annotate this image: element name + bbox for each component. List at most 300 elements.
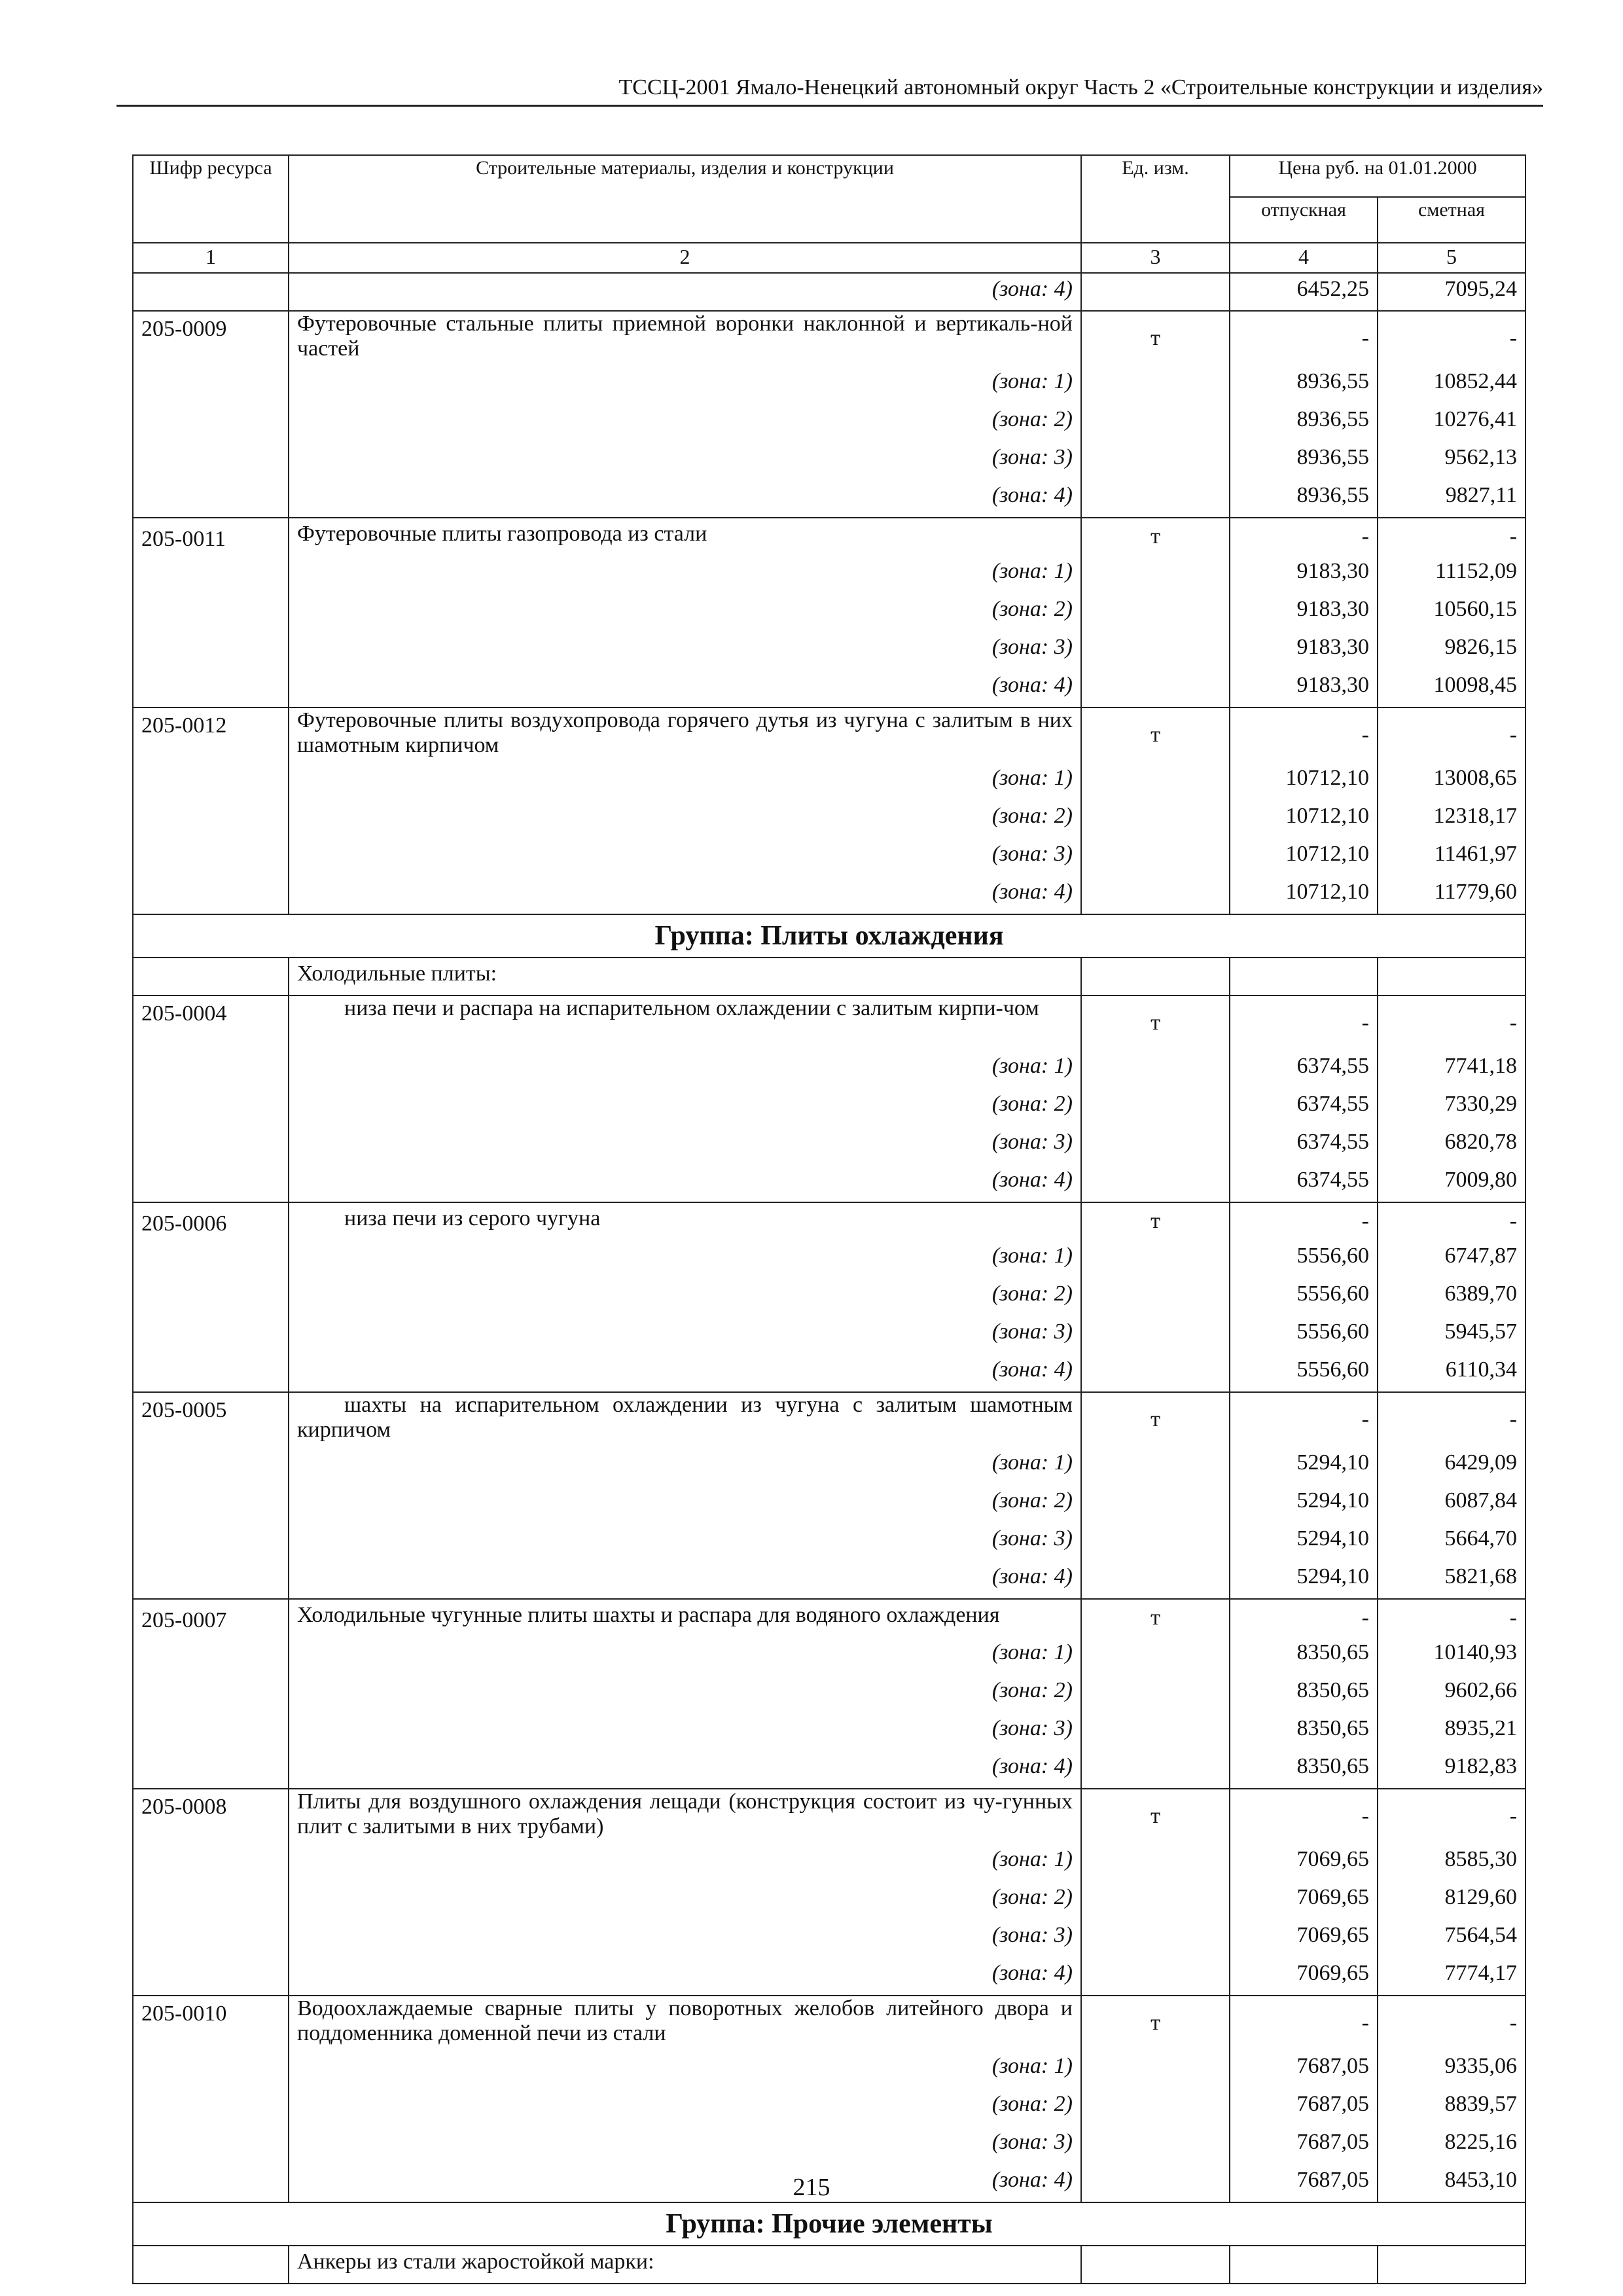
zone-label: (зона: 1) [289,365,1081,403]
zone-row [133,403,1525,441]
estimate-price: 8585,30 [1378,1843,1525,1881]
release-price: 5294,10 [1230,1522,1378,1560]
zone-label: (зона: 1) [289,1446,1081,1484]
resource-code: 205-0011 [133,518,289,555]
code-cell [133,273,289,311]
col-number: 5 [1378,243,1525,273]
estimate-price: 9827,11 [1378,479,1525,518]
item-row [133,1202,1525,1240]
unit-cell: т [1081,1789,1230,1843]
code-cell [133,631,289,669]
code-cell [133,2050,289,2088]
estimate-price: 10560,15 [1378,593,1525,631]
resource-code: 205-0008 [133,1789,289,1843]
header-code: Шифр ресурса [133,155,289,243]
estimate-price: 6747,87 [1378,1240,1525,1278]
zone-label: (зона: 4) [289,1750,1081,1789]
zone-row [133,273,1525,311]
item-description: низа печи и распара на испарительном охлаждении с залитым кирпи-чом [289,996,1081,1050]
unit-cell: т [1081,1392,1230,1446]
unit-cell [1081,1636,1230,1674]
zone-row [133,1316,1525,1354]
unit-cell: т [1081,1996,1230,2050]
unit-cell [1081,669,1230,708]
zone-row [133,1843,1525,1881]
estimate-price: 8225,16 [1378,2126,1525,2164]
estimate-price: 5945,57 [1378,1316,1525,1354]
release-price: 7069,65 [1230,1957,1378,1996]
subgroup-title: Холодильные плиты: [289,958,1081,996]
unit-cell [1081,631,1230,669]
zone-label: (зона: 1) [289,2050,1081,2088]
subgroup-row [133,2246,1525,2284]
item-description: Водоохлаждаемые сварные плиты у поворотных желобов литейного двора и поддоменника доменной печи из стали [289,1996,1081,2050]
release-price: - [1230,518,1378,555]
unit-cell [1081,1354,1230,1392]
estimate-price: 7009,80 [1378,1164,1525,1202]
unit-cell [1081,1050,1230,1088]
code-cell [133,593,289,631]
code-cell [133,1446,289,1484]
code-cell [133,1712,289,1750]
zone-label: (зона: 4) [289,479,1081,518]
release-price: - [1230,1599,1378,1636]
zone-label: (зона: 3) [289,1316,1081,1354]
zone-label: (зона: 1) [289,1050,1081,1088]
zone-row [133,1560,1525,1599]
release-price: 5556,60 [1230,1316,1378,1354]
estimate-price: - [1378,1392,1525,1446]
estimate-price: 8935,21 [1378,1712,1525,1750]
release-price: - [1230,1392,1378,1446]
unit-cell [1081,593,1230,631]
zone-label: (зона: 3) [289,838,1081,876]
zone-row [133,441,1525,479]
unit-cell [1081,1240,1230,1278]
zone-row [133,479,1525,518]
group-row [133,2202,1525,2246]
estimate-price: 7774,17 [1378,1957,1525,1996]
zone-label: (зона: 3) [289,631,1081,669]
zone-label: (зона: 2) [289,2088,1081,2126]
zone-label: (зона: 2) [289,1088,1081,1126]
col-number: 3 [1081,243,1230,273]
zone-label: (зона: 3) [289,1919,1081,1957]
item-description: Плиты для воздушного охлаждения лещади (конструкция состоит из чу-гунных плит с залитыми в них трубами) [289,1789,1081,1843]
zone-row [133,762,1525,800]
zone-label: (зона: 4) [289,669,1081,708]
estimate-price: 11779,60 [1378,876,1525,914]
estimate-price: 8839,57 [1378,2088,1525,2126]
table-body [133,273,1525,2284]
estimate-price: 6389,70 [1378,1278,1525,1316]
item-row [133,1392,1525,1446]
zone-label: (зона: 4) [289,273,1081,311]
estimate-price: - [1378,311,1525,365]
release-price: 9183,30 [1230,631,1378,669]
item-row [133,1996,1525,2050]
table-header [133,155,1525,273]
unit-cell [1081,1164,1230,1202]
col-number: 4 [1230,243,1378,273]
unit-cell: т [1081,518,1230,555]
unit-cell [1081,2246,1230,2284]
unit-cell [1081,441,1230,479]
item-row [133,996,1525,1050]
zone-label: (зона: 3) [289,441,1081,479]
code-cell [133,838,289,876]
item-description: Футеровочные плиты воздухопровода горячего дутья из чугуна с залитым в них шамотным кирпичом [289,708,1081,762]
zone-label: (зона: 2) [289,800,1081,838]
unit-cell [1081,555,1230,593]
release-price: 5294,10 [1230,1484,1378,1522]
code-cell [133,1750,289,1789]
release-price: 8350,65 [1230,1674,1378,1712]
release-price: 7687,05 [1230,2126,1378,2164]
code-cell [133,1088,289,1126]
zone-label: (зона: 1) [289,1636,1081,1674]
unit-cell [1081,1843,1230,1881]
code-cell [133,2246,289,2284]
release-price: 9183,30 [1230,593,1378,631]
resource-code: 205-0005 [133,1392,289,1446]
resource-code: 205-0006 [133,1202,289,1240]
unit-cell [1081,762,1230,800]
code-cell [133,555,289,593]
item-row [133,1599,1525,1636]
code-cell [133,1522,289,1560]
resource-code: 205-0012 [133,708,289,762]
code-cell [133,1240,289,1278]
zone-label: (зона: 4) [289,1164,1081,1202]
resource-code: 205-0007 [133,1599,289,1636]
estimate-price: - [1378,1599,1525,1636]
unit-cell [1081,1919,1230,1957]
zone-label: (зона: 4) [289,1560,1081,1599]
code-cell [133,876,289,914]
unit-cell [1081,1446,1230,1484]
code-cell [133,1050,289,1088]
item-description: Футеровочные плиты газопровода из стали [289,518,1081,555]
item-description: Футеровочные стальные плиты приемной воронки наклонной и вертикаль-ной частей [289,311,1081,365]
unit-cell: т [1081,708,1230,762]
zone-row [133,800,1525,838]
item-description: Холодильные чугунные плиты шахты и распара для водяного охлаждения [289,1599,1081,1636]
page-header [116,71,1543,107]
estimate-price: - [1378,1202,1525,1240]
code-cell [133,1354,289,1392]
zone-label: (зона: 3) [289,1522,1081,1560]
code-cell [133,1560,289,1599]
zone-label: (зона: 1) [289,1843,1081,1881]
unit-cell: т [1081,311,1230,365]
release-price: 5556,60 [1230,1278,1378,1316]
estimate-price: 10098,45 [1378,669,1525,708]
zone-row [133,1278,1525,1316]
release-price [1230,2246,1378,2284]
unit-cell [1081,1957,1230,1996]
zone-row [133,555,1525,593]
release-price: - [1230,708,1378,762]
zone-row [133,631,1525,669]
code-cell [133,365,289,403]
release-price: 9183,30 [1230,555,1378,593]
zone-label: (зона: 1) [289,1240,1081,1278]
zone-row [133,1164,1525,1202]
release-price: 7687,05 [1230,2088,1378,2126]
release-price [1230,958,1378,996]
unit-cell [1081,1881,1230,1919]
zone-row [133,2050,1525,2088]
estimate-price: 6087,84 [1378,1484,1525,1522]
estimate-price: 12318,17 [1378,800,1525,838]
zone-label: (зона: 2) [289,1278,1081,1316]
zone-row [133,1240,1525,1278]
zone-row [133,1088,1525,1126]
unit-cell [1081,365,1230,403]
header-estimate: сметная [1378,197,1525,243]
item-description: низа печи из серого чугуна [289,1202,1081,1240]
unit-cell: т [1081,1202,1230,1240]
unit-cell [1081,1126,1230,1164]
code-cell [133,1843,289,1881]
code-cell [133,1484,289,1522]
price-table [132,154,1526,2284]
release-price: - [1230,1202,1378,1240]
estimate-price: 9335,06 [1378,2050,1525,2088]
resource-code: 205-0010 [133,1996,289,2050]
zone-label: (зона: 4) [289,1354,1081,1392]
zone-label: (зона: 2) [289,1484,1081,1522]
release-price: 10712,10 [1230,838,1378,876]
header-price: Цена руб. на 01.01.2000 [1230,155,1525,197]
unit-cell [1081,1088,1230,1126]
release-price: 5556,60 [1230,1354,1378,1392]
group-row [133,914,1525,958]
unit-cell [1081,403,1230,441]
zone-row [133,1126,1525,1164]
unit-cell [1081,273,1230,311]
estimate-price: 7741,18 [1378,1050,1525,1088]
zone-label: (зона: 4) [289,876,1081,914]
unit-cell [1081,958,1230,996]
zone-row [133,1881,1525,1919]
release-price: 7069,65 [1230,1881,1378,1919]
release-price: 6374,55 [1230,1050,1378,1088]
zone-row [133,838,1525,876]
unit-cell [1081,479,1230,518]
release-price: 8936,55 [1230,365,1378,403]
unit-cell: т [1081,1599,1230,1636]
unit-cell [1081,800,1230,838]
release-price: 7069,65 [1230,1919,1378,1957]
zone-label: (зона: 1) [289,762,1081,800]
release-price: 6374,55 [1230,1088,1378,1126]
estimate-price: - [1378,996,1525,1050]
col-number: 1 [133,243,289,273]
zone-row [133,365,1525,403]
estimate-price: 9562,13 [1378,441,1525,479]
subgroup-row [133,958,1525,996]
zone-row [133,1674,1525,1712]
release-price: - [1230,1996,1378,2050]
header-release: отпускная [1230,197,1378,243]
release-price: 8936,55 [1230,403,1378,441]
zone-row [133,669,1525,708]
item-row [133,1789,1525,1843]
zone-row [133,1446,1525,1484]
estimate-price: 8129,60 [1378,1881,1525,1919]
release-price: 8936,55 [1230,441,1378,479]
resource-code: 205-0009 [133,311,289,365]
col-number: 2 [289,243,1081,273]
zone-row [133,1750,1525,1789]
subgroup-title: Анкеры из стали жаростойкой марки: [289,2246,1081,2284]
group-title: Группа: Прочие элементы [133,2202,1525,2246]
unit-cell [1081,1674,1230,1712]
estimate-price: - [1378,1789,1525,1843]
resource-code: 205-0004 [133,996,289,1050]
code-cell [133,2126,289,2164]
estimate-price: 7095,24 [1378,273,1525,311]
unit-cell [1081,2088,1230,2126]
zone-row [133,1354,1525,1392]
estimate-price: 5821,68 [1378,1560,1525,1599]
unit-cell [1081,1560,1230,1599]
code-cell [133,1674,289,1712]
zone-row [133,593,1525,631]
unit-cell [1081,2126,1230,2164]
release-price: 6374,55 [1230,1164,1378,1202]
estimate-price: 8453,10 [1378,2164,1525,2202]
unit-cell [1081,2050,1230,2088]
unit-cell [1081,1316,1230,1354]
zone-label: (зона: 2) [289,1881,1081,1919]
estimate-price: - [1378,708,1525,762]
estimate-price: 7564,54 [1378,1919,1525,1957]
code-cell [133,2088,289,2126]
estimate-price: 10852,44 [1378,365,1525,403]
code-cell [133,762,289,800]
release-price: 9183,30 [1230,669,1378,708]
code-cell [133,800,289,838]
zone-row [133,1522,1525,1560]
item-row [133,708,1525,762]
estimate-price: 5664,70 [1378,1522,1525,1560]
zone-label: (зона: 1) [289,555,1081,593]
release-price: - [1230,311,1378,365]
unit-cell: т [1081,996,1230,1050]
release-price: 7687,05 [1230,2164,1378,2202]
unit-cell [1081,1484,1230,1522]
estimate-price: 7330,29 [1378,1088,1525,1126]
estimate-price: 11461,97 [1378,838,1525,876]
code-cell [133,1126,289,1164]
estimate-price: 9826,15 [1378,631,1525,669]
release-price: 7069,65 [1230,1843,1378,1881]
estimate-price: 10276,41 [1378,403,1525,441]
unit-cell [1081,1278,1230,1316]
zone-label: (зона: 3) [289,1712,1081,1750]
code-cell [133,441,289,479]
release-price: 8350,65 [1230,1750,1378,1789]
code-cell [133,1636,289,1674]
zone-row [133,1636,1525,1674]
zone-label: (зона: 2) [289,403,1081,441]
group-title: Группа: Плиты охлаждения [133,914,1525,958]
zone-row [133,2126,1525,2164]
page-number: 215 [793,2174,830,2201]
code-cell [133,958,289,996]
release-price: 6374,55 [1230,1126,1378,1164]
release-price: 5294,10 [1230,1446,1378,1484]
release-price: 5556,60 [1230,1240,1378,1278]
code-cell [133,479,289,518]
zone-row [133,1484,1525,1522]
zone-row [133,2088,1525,2126]
zone-label: (зона: 4) [289,2164,1081,2202]
code-cell [133,669,289,708]
unit-cell [1081,1522,1230,1560]
zone-row [133,876,1525,914]
estimate-price: - [1378,1996,1525,2050]
item-description: шахты на испарительном охлаждении из чугуна с залитым шамотным кирпичом [289,1392,1081,1446]
release-price: 10712,10 [1230,800,1378,838]
release-price: - [1230,996,1378,1050]
zone-label: (зона: 3) [289,2126,1081,2164]
release-price: 5294,10 [1230,1560,1378,1599]
unit-cell [1081,876,1230,914]
estimate-price: 11152,09 [1378,555,1525,593]
header-name: Строительные материалы, изделия и конструкции [289,155,1081,243]
code-cell [133,1919,289,1957]
release-price: - [1230,1789,1378,1843]
estimate-price: 13008,65 [1378,762,1525,800]
page-header-title: ТССЦ-2001 Ямало-Ненецкий автономный округ Часть 2 «Строительные конструкции и изделия» [618,75,1543,99]
estimate-price: 9602,66 [1378,1674,1525,1712]
item-row [133,311,1525,365]
item-row [133,518,1525,555]
release-price: 10712,10 [1230,762,1378,800]
unit-cell [1081,1750,1230,1789]
estimate-price [1378,2246,1525,2284]
release-price: 7687,05 [1230,2050,1378,2088]
zone-label: (зона: 2) [289,1674,1081,1712]
estimate-price [1378,958,1525,996]
zone-label: (зона: 2) [289,593,1081,631]
code-cell [133,1164,289,1202]
estimate-price: 6820,78 [1378,1126,1525,1164]
header-unit: Ед. изм. [1081,155,1230,243]
code-cell [133,1957,289,1996]
code-cell [133,1316,289,1354]
zone-row [133,1712,1525,1750]
release-price: 8350,65 [1230,1636,1378,1674]
estimate-price: 6110,34 [1378,1354,1525,1392]
zone-label: (зона: 4) [289,1957,1081,1996]
release-price: 6452,25 [1230,273,1378,311]
zone-row [133,1957,1525,1996]
unit-cell [1081,1712,1230,1750]
release-price: 8350,65 [1230,1712,1378,1750]
zone-row [133,1919,1525,1957]
release-price: 10712,10 [1230,876,1378,914]
zone-row [133,1050,1525,1088]
estimate-price: 10140,93 [1378,1636,1525,1674]
zone-label: (зона: 3) [289,1126,1081,1164]
code-cell [133,1881,289,1919]
unit-cell [1081,838,1230,876]
